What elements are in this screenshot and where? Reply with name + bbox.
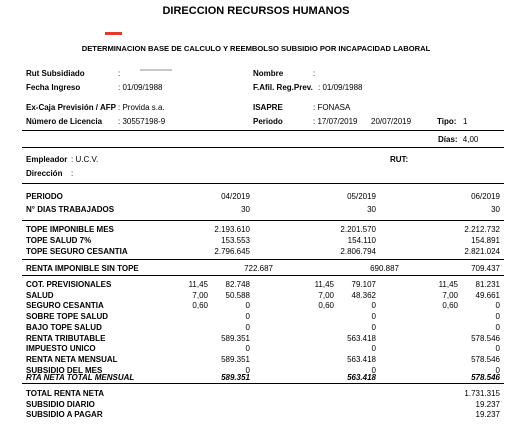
deduction-value: 0	[371, 301, 376, 311]
licencia-value: : 30557198-9	[118, 117, 166, 126]
tope-value: 154.891	[471, 236, 500, 245]
tope-value: 2.201.570	[340, 225, 376, 234]
red-accent-mark	[105, 32, 122, 35]
deduction-value: 50.588	[225, 290, 250, 300]
deduction-value: 0	[371, 312, 376, 322]
isapre-label: ISAPRE	[253, 103, 283, 112]
deduction-percent: 7,00	[192, 290, 208, 300]
total-label: SUBSIDIO A PAGAR	[26, 410, 103, 419]
employer-rut-label: RUT:	[390, 155, 409, 164]
dias-trabajados-value: 30	[367, 205, 376, 214]
deduction-value: 589.351	[221, 354, 250, 364]
deduction-value: 0	[495, 365, 500, 375]
total-label: SUBSIDIO DIARIO	[26, 399, 95, 409]
page-title: DIRECCION RECURSOS HUMANOS	[162, 5, 350, 17]
nombre-label: Nombre	[253, 69, 284, 78]
tipo-value: 1	[463, 117, 468, 126]
divider	[22, 183, 504, 184]
fecha-ingreso-label: Fecha Ingreso	[26, 83, 81, 92]
deduction-value: 563.418	[347, 354, 376, 364]
periodo-value: 05/2019	[347, 192, 376, 201]
periodo-value: 04/2019	[221, 192, 250, 201]
page-subtitle: DETERMINACION BASE DE CALCULO Y REEMBOLSO SUBSIDIO POR INCAPACIDAD LABORAL	[81, 44, 431, 53]
deduction-percent: 11,45	[438, 280, 458, 289]
deduction-label: RENTA NETA MENSUAL	[26, 354, 118, 364]
redacted-rut	[140, 69, 172, 71]
deduction-label: IMPUESTO UNICO	[26, 344, 96, 354]
deduction-value: 0	[245, 301, 250, 311]
deduction-percent: 0,60	[442, 301, 458, 311]
tope-value: 153.553	[221, 236, 250, 245]
fecha-ingreso-value: : 01/09/1988	[118, 83, 163, 92]
tope-value: 2.796.645	[214, 247, 250, 256]
deduction-value: 0	[495, 322, 500, 332]
divider	[22, 259, 504, 260]
dias-trabajados-label: N° DIAS TRABAJADOS	[26, 205, 115, 214]
deduction-value: 0	[495, 301, 500, 311]
dias-trabajados-value: 30	[491, 205, 500, 214]
periodo-value: 06/2019	[471, 192, 500, 201]
periodo-label: Periodo	[253, 117, 283, 126]
deduction-value: 0	[245, 322, 250, 332]
rut-subsidiado-label: Rut Subsidiado	[26, 69, 85, 78]
rta-neta-total-value: 578.546	[471, 373, 500, 382]
deduction-percent: 11,45	[188, 280, 208, 289]
dias-block	[438, 136, 478, 144]
empleador-label: Empleador	[26, 155, 68, 164]
nombre-colon: :	[313, 69, 316, 78]
periodo-to: 20/07/2019	[371, 117, 412, 126]
deduction-label: SEGURO CESANTIA	[26, 301, 104, 311]
tope-value: 154.110	[347, 236, 376, 245]
tope-label: TOPE SEGURO CESANTIA	[26, 247, 128, 256]
excaja-value: : Provida s.a.	[118, 103, 165, 112]
periodo-row-label: PERIODO	[26, 192, 63, 201]
tope-label: TOPE SALUD 7%	[26, 236, 92, 245]
deduction-value: 0	[245, 344, 250, 354]
deduction-percent: 7,00	[318, 290, 334, 300]
licencia-label: Número de Licencia	[26, 117, 103, 126]
tope-value: 2.806.794	[340, 247, 376, 256]
periodo-from: : 17/07/2019	[313, 117, 358, 126]
deduction-value: 81.231	[475, 280, 500, 289]
rut-subsidiado-colon: :	[118, 69, 121, 78]
divider	[22, 383, 504, 384]
renta-imponible-value: 722.687	[244, 264, 273, 273]
deduction-value: 0	[371, 322, 376, 332]
deduction-percent: 7,00	[442, 290, 458, 300]
deduction-value: 0	[245, 312, 250, 322]
deduction-label: SOBRE TOPE SALUD	[26, 312, 109, 322]
divider	[22, 275, 504, 276]
total-label: TOTAL RENTA NETA	[26, 389, 105, 398]
empleador-value: : U.C.V.	[71, 155, 99, 164]
deduction-label: COT. PREVISIONALES	[26, 280, 112, 289]
deduction-value: 49.661	[475, 290, 500, 300]
total-value: 19.237	[475, 410, 500, 419]
renta-imponible-value: 709.437	[471, 264, 500, 273]
deduction-value: 563.418	[347, 333, 376, 343]
renta-imponible-value: 690.887	[370, 264, 399, 273]
deduction-percent: 0,60	[192, 301, 208, 311]
excaja-label: Ex-Caja Previsión / AFP	[26, 103, 116, 112]
deduction-value: 82.748	[225, 280, 250, 289]
deduction-label: SUBSIDIO DEL MES	[26, 365, 103, 375]
deduction-value: 0	[245, 365, 250, 375]
deduction-value: 578.546	[471, 354, 500, 364]
deduction-value: 48.362	[351, 290, 376, 300]
deduction-percent: 0,60	[318, 301, 334, 311]
tope-value: 2.821.024	[464, 247, 500, 256]
deduction-value: 0	[495, 344, 500, 354]
dias-trabajados-value: 30	[241, 205, 250, 214]
divider	[22, 220, 504, 221]
fafil-value: : 01/09/1988	[318, 83, 363, 92]
deduction-label: BAJO TOPE SALUD	[26, 322, 102, 332]
deduction-label: RENTA TRIBUTABLE	[26, 333, 106, 343]
rta-neta-total-value: 563.418	[347, 373, 376, 382]
renta-imponible-label: RENTA IMPONIBLE SIN TOPE	[26, 264, 139, 273]
rta-neta-total-value: 589.351	[221, 373, 250, 382]
total-value: 1.731.315	[464, 389, 500, 398]
rta-neta-total-label: RTA NETA TOTAL MENSUAL	[26, 373, 135, 382]
deduction-value: 0	[495, 312, 500, 322]
deduction-value: 0	[371, 344, 376, 354]
total-value: 19.237	[475, 399, 500, 409]
isapre-value: : FONASA	[313, 103, 351, 112]
dias-value: 4,00	[462, 135, 479, 144]
direccion-label: Dirección	[26, 169, 63, 178]
tope-label: TOPE IMPONIBLE MES	[26, 225, 114, 234]
tope-value: 2.193.610	[214, 225, 250, 234]
deduction-label: SALUD	[26, 290, 54, 300]
deduction-percent: 11,45	[314, 280, 334, 289]
dias-label: Días:	[438, 135, 458, 144]
fafil-label: F.Afil. Reg.Prev.	[253, 83, 313, 92]
tope-value: 2.212.732	[464, 225, 500, 234]
deduction-value: 589.351	[221, 333, 250, 343]
direccion-value: :	[71, 169, 74, 178]
deduction-value: 578.546	[471, 333, 500, 343]
deduction-value: 0	[371, 365, 376, 375]
divider	[22, 147, 504, 148]
divider	[22, 130, 504, 131]
deduction-value: 79.107	[351, 280, 376, 289]
tipo-label: Tipo:	[437, 117, 457, 126]
